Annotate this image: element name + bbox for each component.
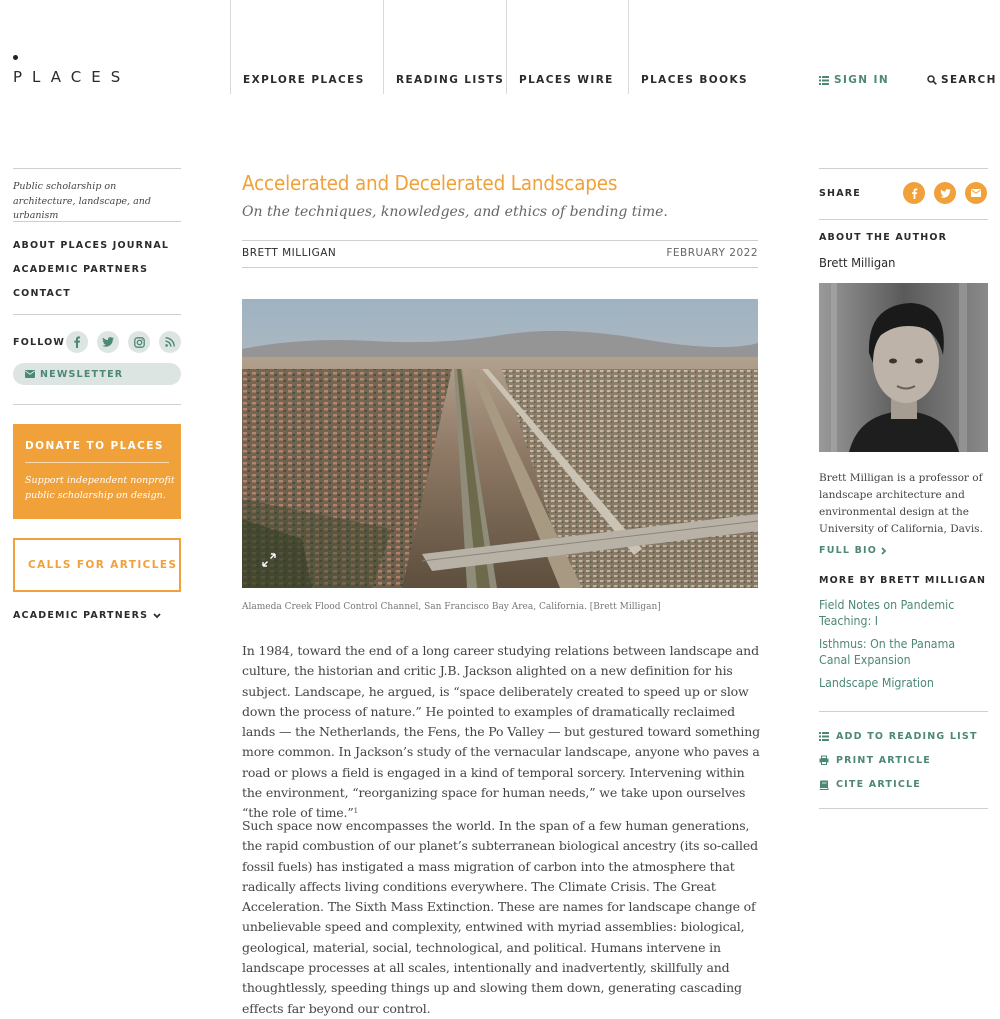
divider	[819, 808, 988, 809]
site-tagline: Public scholarship on architecture, landscape, and urbanism	[13, 181, 151, 221]
article-date: FEBRUARY 2022	[666, 247, 758, 259]
divider	[242, 267, 758, 268]
rss-icon	[165, 337, 175, 347]
divider	[13, 221, 181, 222]
search-icon	[927, 75, 937, 85]
envelope-icon	[25, 370, 35, 378]
nav-divider	[230, 0, 231, 94]
expand-icon[interactable]	[262, 553, 276, 567]
sign-in-label: SIGN IN	[834, 74, 890, 86]
cite-article-button[interactable]	[819, 779, 921, 790]
share-twitter-button[interactable]	[934, 182, 956, 204]
more-article-link[interactable]: Field Notes on Pandemic Teaching: I	[819, 598, 955, 628]
nav-divider	[506, 0, 507, 94]
divider	[25, 462, 169, 463]
newsletter-button[interactable]	[13, 363, 181, 385]
chevron-right-icon	[881, 547, 887, 555]
calls-for-articles-button[interactable]: CALLS FOR ARTICLES	[13, 538, 181, 592]
article-title: Accelerated and Decelerated Landscapes	[242, 171, 618, 195]
aerial-photo	[242, 299, 758, 588]
full-bio-label: FULL BIO	[819, 545, 878, 556]
envelope-icon	[971, 189, 981, 197]
print-article-label: PRINT ARTICLE	[836, 755, 931, 766]
list-icon	[819, 76, 829, 85]
more-article-link[interactable]: Isthmus: On the Panama Canal Expansion	[819, 637, 956, 667]
twitter-icon	[102, 337, 114, 347]
share-email-button[interactable]	[965, 182, 987, 204]
divider	[13, 314, 181, 315]
donate-title: DONATE TO PLACES	[25, 440, 164, 452]
search-link[interactable]	[927, 74, 997, 86]
nav-divider	[383, 0, 384, 94]
twitter-button[interactable]	[97, 331, 119, 353]
nav-divider	[628, 0, 629, 94]
share-label: SHARE	[819, 188, 861, 199]
nav-reading-lists[interactable]: READING LISTS	[396, 74, 505, 86]
article-paragraph: Such space now encompasses the world. In the span of a few human generations, the rapid combustion of our planet’s subterranean biological ancestry (its so-called fossil fuels) has instigated a mass migration of carbon into the atmosphere that radically affects living conditions everywhere. The Climate Crisis. The Great Acceleration. The Sixth Mass Extinction. These are names for landscape change of unbelievable speed and complexity, entwined with myriad assemblies: biological, geological, material, social, technological, and political. Humans intervene in landscape processes at all scales, intentionally and inadvertently, skillfully and thoughtlessly, speeding things up and slowing them down, generating cascading effects far beyond our control.	[242, 818, 758, 1016]
instagram-button[interactable]	[128, 331, 150, 353]
about-author-label: ABOUT THE AUTHOR	[819, 232, 948, 243]
list-icon	[819, 732, 829, 741]
instagram-icon	[134, 337, 145, 348]
about-places-journal-link[interactable]: ABOUT PLACES JOURNAL	[13, 240, 170, 251]
sign-in-link[interactable]	[819, 74, 889, 86]
add-to-reading-list-button[interactable]	[819, 731, 978, 742]
add-to-reading-list-label: ADD TO READING LIST	[836, 731, 978, 742]
divider	[819, 711, 988, 712]
image-caption: Alameda Creek Flood Control Channel, San Francisco Bay Area, California. [Brett Milligan]	[242, 602, 661, 612]
article-paragraph	[242, 641, 762, 824]
book-icon	[819, 780, 829, 790]
follow-label: FOLLOW	[13, 337, 66, 348]
logo-dot	[13, 55, 18, 60]
author-photo	[819, 283, 988, 452]
footnote-ref[interactable]: 1	[353, 807, 358, 816]
donate-box[interactable]	[13, 424, 181, 519]
divider	[13, 168, 181, 169]
share-facebook-button[interactable]	[903, 182, 925, 204]
contact-link[interactable]: CONTACT	[13, 288, 71, 299]
nav-explore-places[interactable]: EXPLORE PLACES	[243, 74, 365, 86]
chevron-down-icon	[153, 613, 161, 619]
rss-button[interactable]	[159, 331, 181, 353]
printer-icon	[819, 756, 829, 765]
twitter-icon	[940, 189, 951, 198]
facebook-icon	[72, 336, 82, 348]
author-bio: Brett Milligan is a professor of landscape architecture and environmental design at the University of California, Davis.	[819, 472, 983, 535]
divider	[819, 168, 988, 169]
divider	[819, 219, 988, 220]
nav-places-wire[interactable]: PLACES WIRE	[519, 74, 614, 86]
site-logo[interactable]: PLACES	[13, 68, 131, 86]
divider	[242, 240, 758, 241]
full-bio-link[interactable]	[819, 545, 887, 556]
article-hero-image[interactable]	[242, 299, 758, 588]
academic-partners-label: ACADEMIC PARTNERS	[13, 610, 149, 621]
more-by-author-label: MORE BY BRETT MILLIGAN	[819, 575, 987, 586]
academic-partners-dropdown[interactable]	[13, 610, 161, 621]
article-subtitle: On the techniques, knowledges, and ethics of bending time.	[242, 204, 668, 220]
academic-partners-link[interactable]: ACADEMIC PARTNERS	[13, 264, 149, 275]
nav-places-books[interactable]: PLACES BOOKS	[641, 74, 748, 86]
more-article-link[interactable]: Landscape Migration	[819, 676, 934, 690]
facebook-button[interactable]	[66, 331, 88, 353]
print-article-button[interactable]	[819, 755, 931, 766]
facebook-icon	[910, 188, 919, 199]
divider	[13, 404, 181, 405]
paragraph-text: In 1984, toward the end of a long career studying relations between landscape and culture, the historian and critic J.B. Jackson alighted on a new definition for his subject. Landscape, he argued, is “space deliberately created to speed up or slow down the process of nature.” He pointed to examples of dramatically reclaimed lands — the Netherlands, the Fens, the Po Valley — but gestured toward something more common. In Jackson’s study of the vernacular landscape, anyone who paves a road or plows a field is engaged in a kind of temporal sorcery. Intervening within the environment, “reorganizing space for human needs,” we take upon ourselves “the role of time.”	[242, 643, 761, 821]
donate-description: Support independent nonprofit public scholarship on design.	[25, 475, 175, 501]
search-label: SEARCH	[941, 74, 997, 86]
author-name[interactable]: Brett Milligan	[819, 255, 896, 270]
newsletter-label: NEWSLETTER	[40, 368, 124, 380]
article-author[interactable]: BRETT MILLIGAN	[242, 247, 337, 259]
author-portrait	[819, 283, 988, 452]
cite-article-label: CITE ARTICLE	[836, 779, 921, 790]
